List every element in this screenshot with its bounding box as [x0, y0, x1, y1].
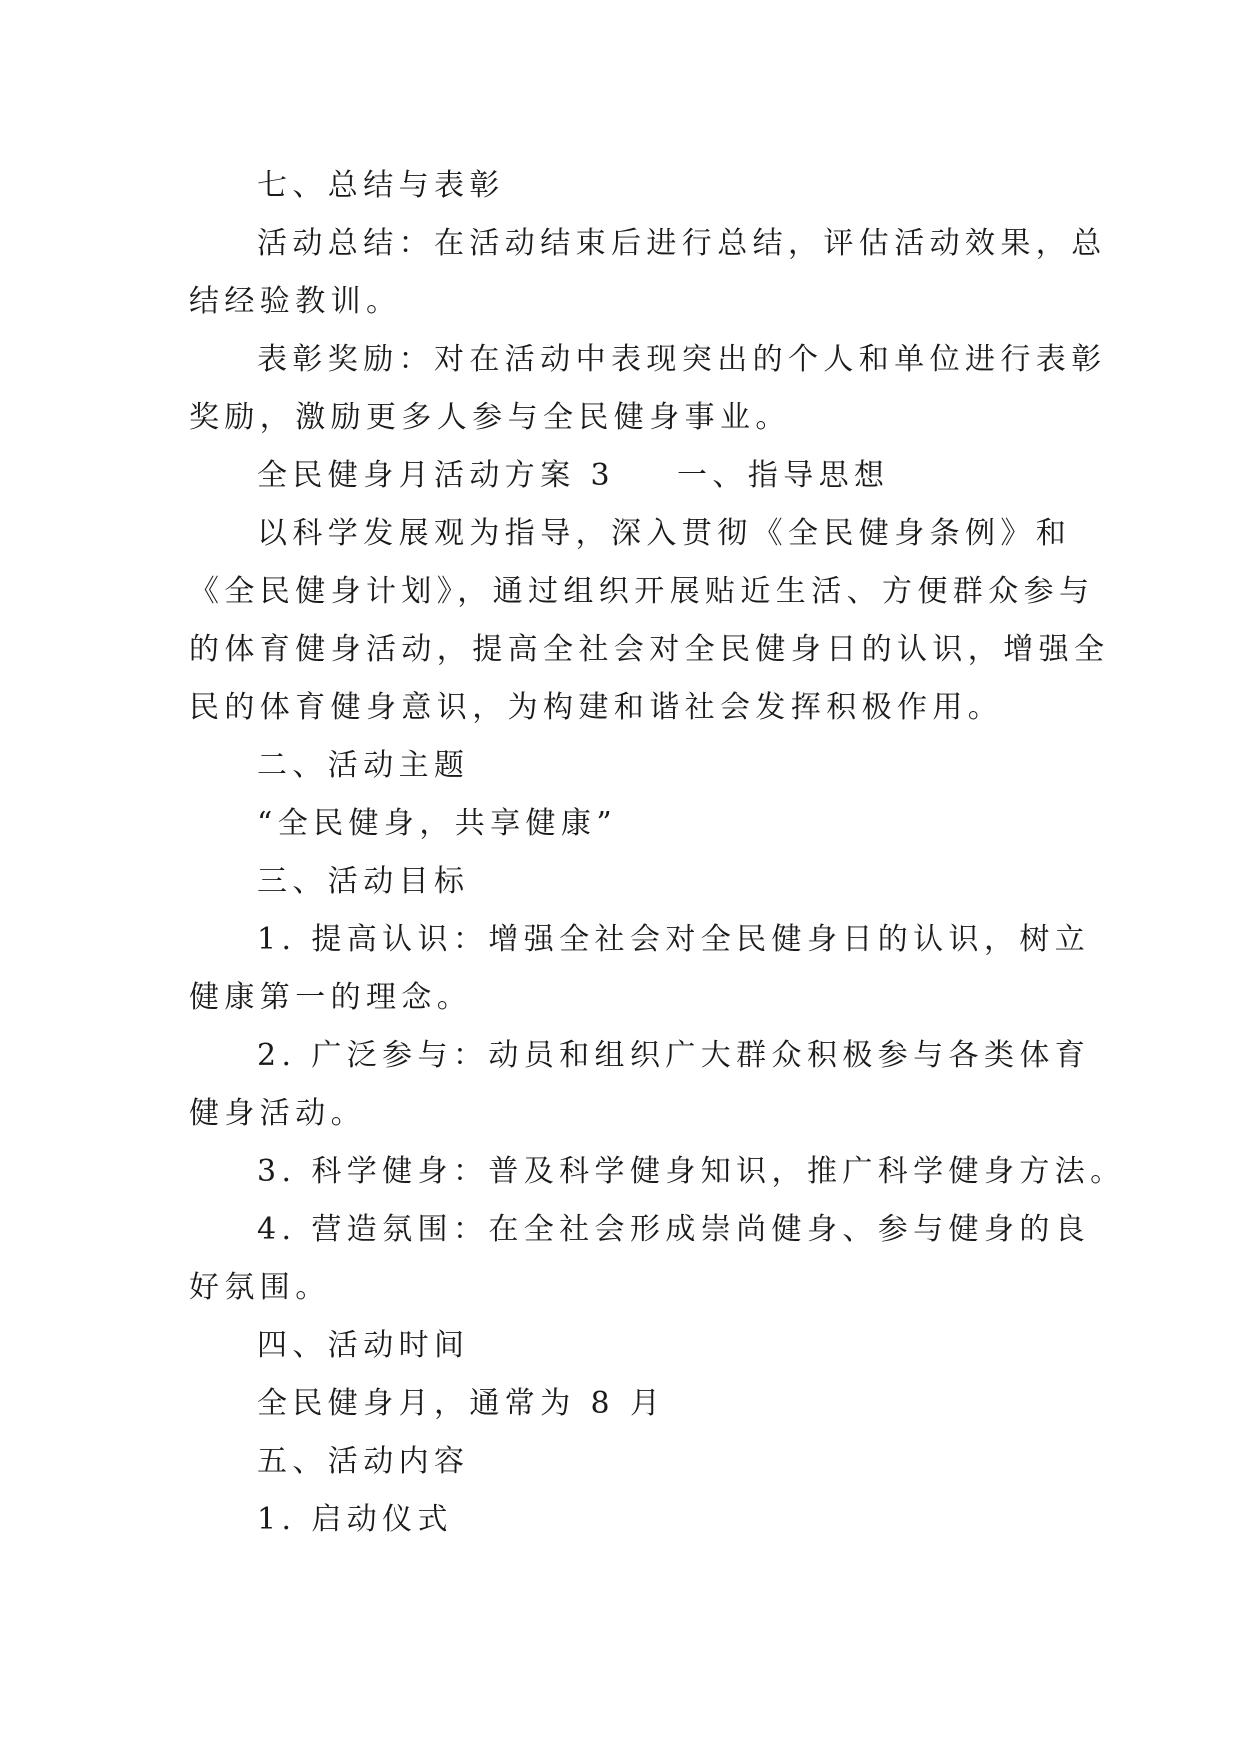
section-heading-goals: 三、活动目标 — [257, 864, 470, 899]
plan-title-line — [257, 456, 889, 496]
paragraph-line: 《全民健身计划》，通过组织开展贴近生活、方便群众参与 — [189, 574, 1095, 609]
list-item-line: 2. 广泛参与：动员和组织广大群众积极参与各类体育 — [257, 1038, 1091, 1073]
list-item-line: 1. 提高认识：增强全社会对全民健身日的认识，树立 — [257, 922, 1091, 957]
section-heading-guiding-thought: 一、指导思想 — [677, 458, 890, 493]
section-heading-summary: 七、总结与表彰 — [257, 168, 505, 203]
paragraph-line: 民的体育健身意识，为构建和谐社会发挥积极作用。 — [189, 690, 1004, 725]
paragraph-line: 奖励，激励更多人参与全民健身事业。 — [189, 400, 791, 435]
theme-slogan: “全民健身，共享健康” — [257, 806, 618, 841]
paragraph-line: 表彰奖励：对在活动中表现突出的个人和单位进行表彰 — [257, 342, 1107, 377]
paragraph-line: 活动总结：在活动结束后进行总结，评估活动效果，总 — [257, 226, 1107, 261]
list-item-line: 3. 科学健身：普及科学健身知识，推广科学健身方法。 — [257, 1154, 1126, 1189]
list-item-line: 健身活动。 — [189, 1096, 366, 1131]
list-item-line: 1. 启动仪式 — [257, 1502, 453, 1537]
plan-title: 全民健身月活动方案 3 — [257, 458, 616, 493]
section-heading-content: 五、活动内容 — [257, 1444, 470, 1479]
section-heading-theme: 二、活动主题 — [257, 748, 470, 783]
paragraph-line: 结经验教训。 — [189, 284, 402, 319]
paragraph-line: 的体育健身活动，提高全社会对全民健身日的认识，增强全 — [189, 632, 1110, 667]
paragraph-line: 全民健身月，通常为 8 月 — [257, 1386, 666, 1421]
list-item-line: 健康第一的理念。 — [189, 980, 473, 1015]
paragraph-line: 以科学发展观为指导，深入贯彻《全民健身条例》和 — [257, 516, 1072, 551]
section-heading-time: 四、活动时间 — [257, 1328, 470, 1363]
list-item-line: 4. 营造氛围：在全社会形成崇尚健身、参与健身的良 — [257, 1212, 1091, 1247]
list-item-line: 好氛围。 — [189, 1270, 331, 1305]
